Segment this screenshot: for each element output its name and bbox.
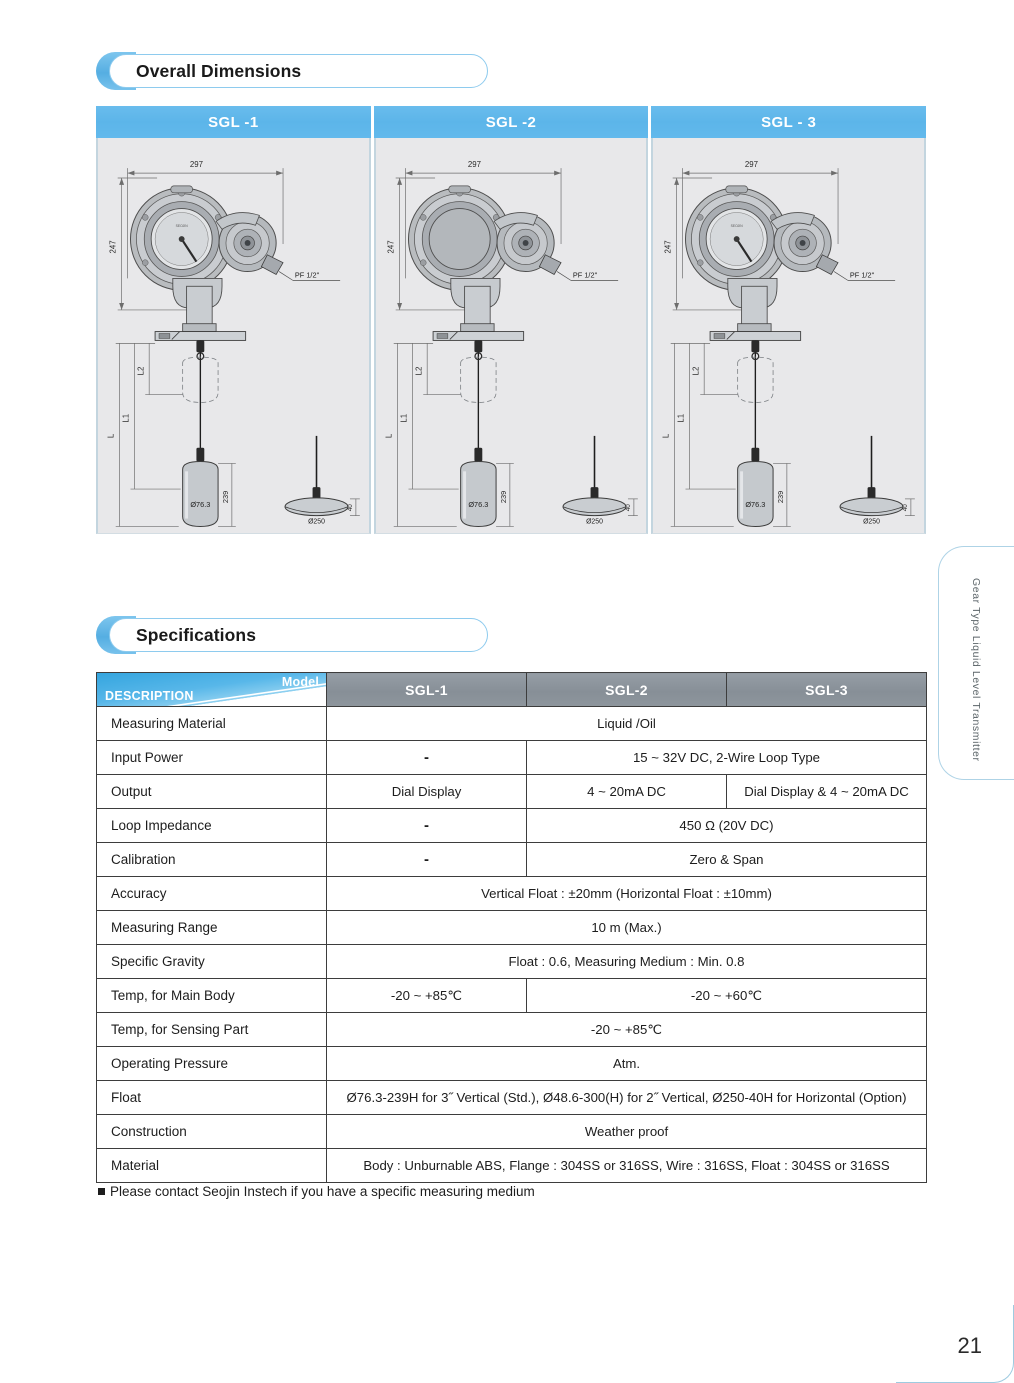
svg-text:Ø250: Ø250 [585,518,603,526]
svg-text:L2: L2 [691,366,701,376]
table-row [97,1149,927,1183]
spec-row-value: Dial Display & 4 ~ 20mA DC [727,775,927,809]
dimension-column-sgl1 [96,106,371,534]
heading-pill-body [109,54,488,88]
spec-row-value: - [327,809,527,843]
table-row [97,741,927,775]
svg-text:Ø76.3: Ø76.3 [467,499,489,509]
svg-text:PF 1/2": PF 1/2" [294,270,320,280]
dimension-header-sgl2: SGL -2 [374,106,649,138]
svg-text:SEOJIN: SEOJIN [175,224,188,229]
spec-row-value: Ø76.3-239H for 3˝ Vertical (Std.), Ø48.6-300(H) for 2˝ Vertical, Ø250-40H for Horizontal (Option) [327,1081,927,1115]
description-model-header [97,673,327,707]
spec-row-label: Float [97,1081,327,1115]
spec-row-value: -20 ~ +85℃ [327,979,527,1013]
svg-text:Ø76.3: Ø76.3 [745,499,766,509]
spec-row-label: Specific Gravity [97,945,327,979]
footnote [98,1184,535,1199]
specifications-table [96,672,927,1183]
model-header-sgl3: SGL-3 [727,673,927,707]
svg-text:L1: L1 [676,413,686,423]
spec-row-label: Accuracy [97,877,327,911]
model-header-sgl2: SGL-2 [527,673,727,707]
technical-drawing-svg-sgl1 [98,138,369,533]
svg-text:L: L [106,433,116,439]
spec-row-label: Input Power [97,741,327,775]
dimensions-panel [96,106,926,534]
svg-text:247: 247 [108,240,118,254]
overall-dimensions-heading [96,52,488,90]
svg-text:L2: L2 [413,366,423,376]
spec-row-value: Zero & Span [527,843,927,877]
spec-row-value: Weather proof [327,1115,927,1149]
dimension-drawing-sgl3 [651,138,926,534]
dimension-drawing-sgl2 [374,138,649,534]
spec-row-label: Temp, for Sensing Part [97,1013,327,1047]
bullet-square-icon [98,1188,105,1195]
spec-header-row [97,673,927,707]
svg-text:247: 247 [664,240,674,254]
model-header-sgl1: SGL-1 [327,673,527,707]
svg-text:297: 297 [467,160,481,170]
specifications-title: Specifications [136,624,257,645]
spec-row-value: Dial Display [327,775,527,809]
svg-text:PF 1/2": PF 1/2" [572,270,597,280]
spec-row-value: - [327,843,527,877]
page-corner-decoration [896,1305,1014,1383]
svg-text:Ø250: Ø250 [308,518,325,526]
side-tab [930,546,1014,780]
spec-row-label: Calibration [97,843,327,877]
spec-row-label: Temp, for Main Body [97,979,327,1013]
spec-row-value: - [327,741,527,775]
svg-text:L1: L1 [399,413,409,423]
overall-dimensions-title: Overall Dimensions [136,60,302,81]
table-row [97,1115,927,1149]
svg-text:L2: L2 [136,366,146,376]
spec-row-label: Measuring Range [97,911,327,945]
svg-text:247: 247 [386,240,396,254]
side-tab-label: Gear Type Liquid Level Transmitter [970,578,982,762]
spec-row-value: Liquid /Oil [327,707,927,741]
model-header-label: Model [281,675,319,689]
svg-text:Ø250: Ø250 [863,518,881,526]
dimension-column-sgl3 [651,106,926,534]
svg-text:239: 239 [498,490,508,504]
spec-row-value: 10 m (Max.) [327,911,927,945]
spec-row-value: Vertical Float : ±20mm (Horizontal Float : ±10mm) [327,877,927,911]
description-header-label: DESCRIPTION [105,689,194,703]
dimension-columns [96,106,926,534]
svg-text:297: 297 [189,160,203,170]
specifications-body [97,707,927,1183]
table-row [97,979,927,1013]
specifications-heading [96,616,488,654]
table-row [97,911,927,945]
svg-text:L1: L1 [121,413,131,423]
svg-text:SEOJIN: SEOJIN [730,224,744,229]
svg-text:Ø76.3: Ø76.3 [190,499,211,509]
footnote-text: Please contact Seojin Instech if you have a specific measuring medium [110,1184,535,1199]
table-row [97,945,927,979]
specifications-table-wrap [96,672,926,1183]
spec-row-value: Atm. [327,1047,927,1081]
svg-text:239: 239 [220,490,230,504]
spec-row-label: Construction [97,1115,327,1149]
dimension-header-sgl3: SGL - 3 [651,106,926,138]
table-row [97,877,927,911]
table-row [97,843,927,877]
svg-text:PF 1/2": PF 1/2" [850,270,875,280]
spec-row-value: 450 Ω (20V DC) [527,809,927,843]
heading-pill-body-2 [109,618,488,652]
dimension-header-sgl1: SGL -1 [96,106,371,138]
table-row [97,775,927,809]
spec-row-value: Body : Unburnable ABS, Flange : 304SS or 316SS, Wire : 316SS, Float : 304SS or 316SS [327,1149,927,1183]
technical-drawing-svg-sgl2 [376,138,647,533]
svg-text:40: 40 [624,504,632,512]
svg-text:239: 239 [776,490,786,504]
spec-row-label: Measuring Material [97,707,327,741]
spec-row-value: 15 ~ 32V DC, 2-Wire Loop Type [527,741,927,775]
dimension-drawing-sgl1 [96,138,371,534]
spec-row-label: Loop Impedance [97,809,327,843]
spec-row-label: Output [97,775,327,809]
svg-text:L: L [662,433,672,439]
page-number: 21 [957,1333,982,1358]
table-row [97,1081,927,1115]
dimension-column-sgl2 [374,106,649,534]
spec-row-value: Float : 0.6, Measuring Medium : Min. 0.8 [327,945,927,979]
svg-text:40: 40 [346,504,354,512]
svg-text:40: 40 [902,504,910,512]
technical-drawing-svg-sgl3 [653,138,924,533]
table-row [97,809,927,843]
svg-text:L: L [384,433,394,439]
table-row [97,1047,927,1081]
corner-arc [896,1305,1014,1383]
spec-row-value: 4 ~ 20mA DC [527,775,727,809]
spec-row-value: -20 ~ +60℃ [527,979,927,1013]
table-row [97,707,927,741]
svg-text:297: 297 [745,160,759,170]
table-row [97,1013,927,1047]
spec-row-label: Operating Pressure [97,1047,327,1081]
spec-row-label: Material [97,1149,327,1183]
spec-row-value: -20 ~ +85℃ [327,1013,927,1047]
